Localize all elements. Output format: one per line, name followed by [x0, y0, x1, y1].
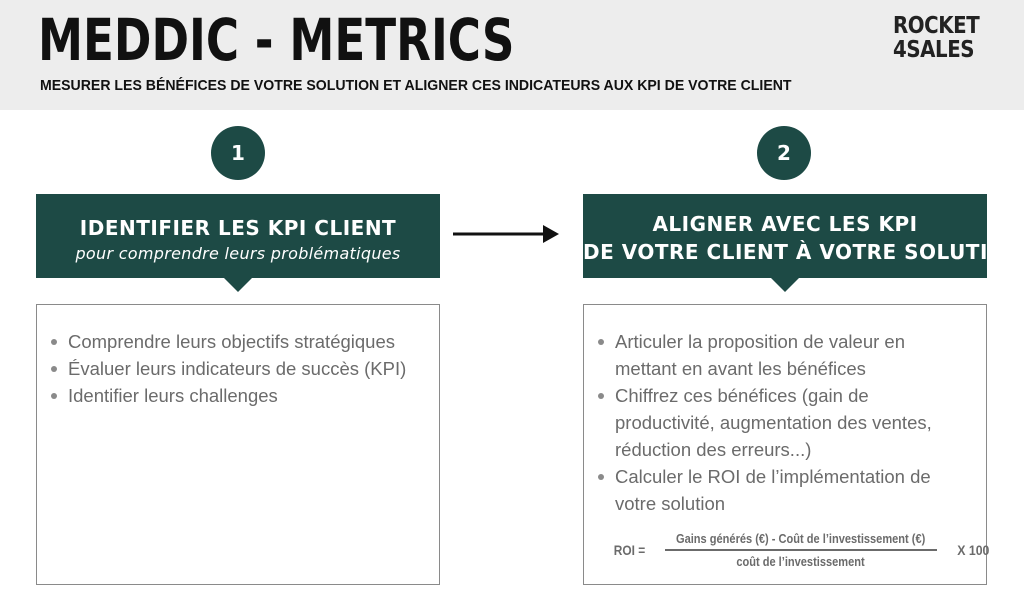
formula-denominator: coût de l’investissement [736, 553, 865, 569]
step-2-list [593, 328, 966, 517]
list-item: Identifier leurs challenges [46, 382, 425, 409]
list-item: Évaluer leurs indicateurs de succès (KPI) [46, 355, 425, 382]
formula-rhs: X 100 [957, 542, 990, 558]
step-2-banner [583, 194, 1023, 278]
list-item: Chiffrez ces bénéfices (gain de productivité, augmentation des ventes, réduction des erreurs...) [593, 382, 966, 463]
list-item: Articuler la proposition de valeur en mettant en avant les bénéfices [593, 328, 966, 382]
formula-numerator: Gains générés (€) - Coût de l’investissement (€) [675, 531, 926, 547]
step-2-title-line-2: DE VOTRE CLIENT À VOTRE SOLUTION [583, 240, 1023, 264]
step-1-box [36, 304, 440, 585]
formula-lhs: ROI = [613, 542, 646, 558]
page-subtitle: MESURER LES BÉNÉFICES DE VOTRE SOLUTION ET ALIGNER CES INDICATEURS AUX KPI DE VOTRE CLIENT [40, 77, 792, 94]
logo-line-2: 4SALES [893, 37, 975, 63]
step-1-subtitle: pour comprendre leurs problématiques [75, 244, 401, 263]
step-1-banner [36, 194, 440, 278]
roi-formula [611, 528, 992, 572]
header [0, 0, 1024, 110]
step-2-title-line-1: ALIGNER AVEC LES KPI [652, 212, 918, 236]
list-item: Comprendre leurs objectifs stratégiques [46, 328, 425, 355]
step-1-circle: 1 [211, 126, 265, 180]
step-1-title: IDENTIFIER LES KPI CLIENT [79, 216, 397, 240]
fraction-bar [665, 549, 937, 550]
formula-fraction [654, 531, 947, 568]
logo-line-1: ROCKET [893, 13, 980, 39]
page-title: MEDDIC - METRICS [38, 6, 515, 74]
step-2-circle: 2 [757, 126, 811, 180]
step-1-list [46, 328, 425, 409]
list-item: Calculer le ROI de l’implémentation de votre solution [593, 463, 966, 517]
right-arrow-icon [453, 222, 561, 246]
logo [893, 14, 979, 62]
